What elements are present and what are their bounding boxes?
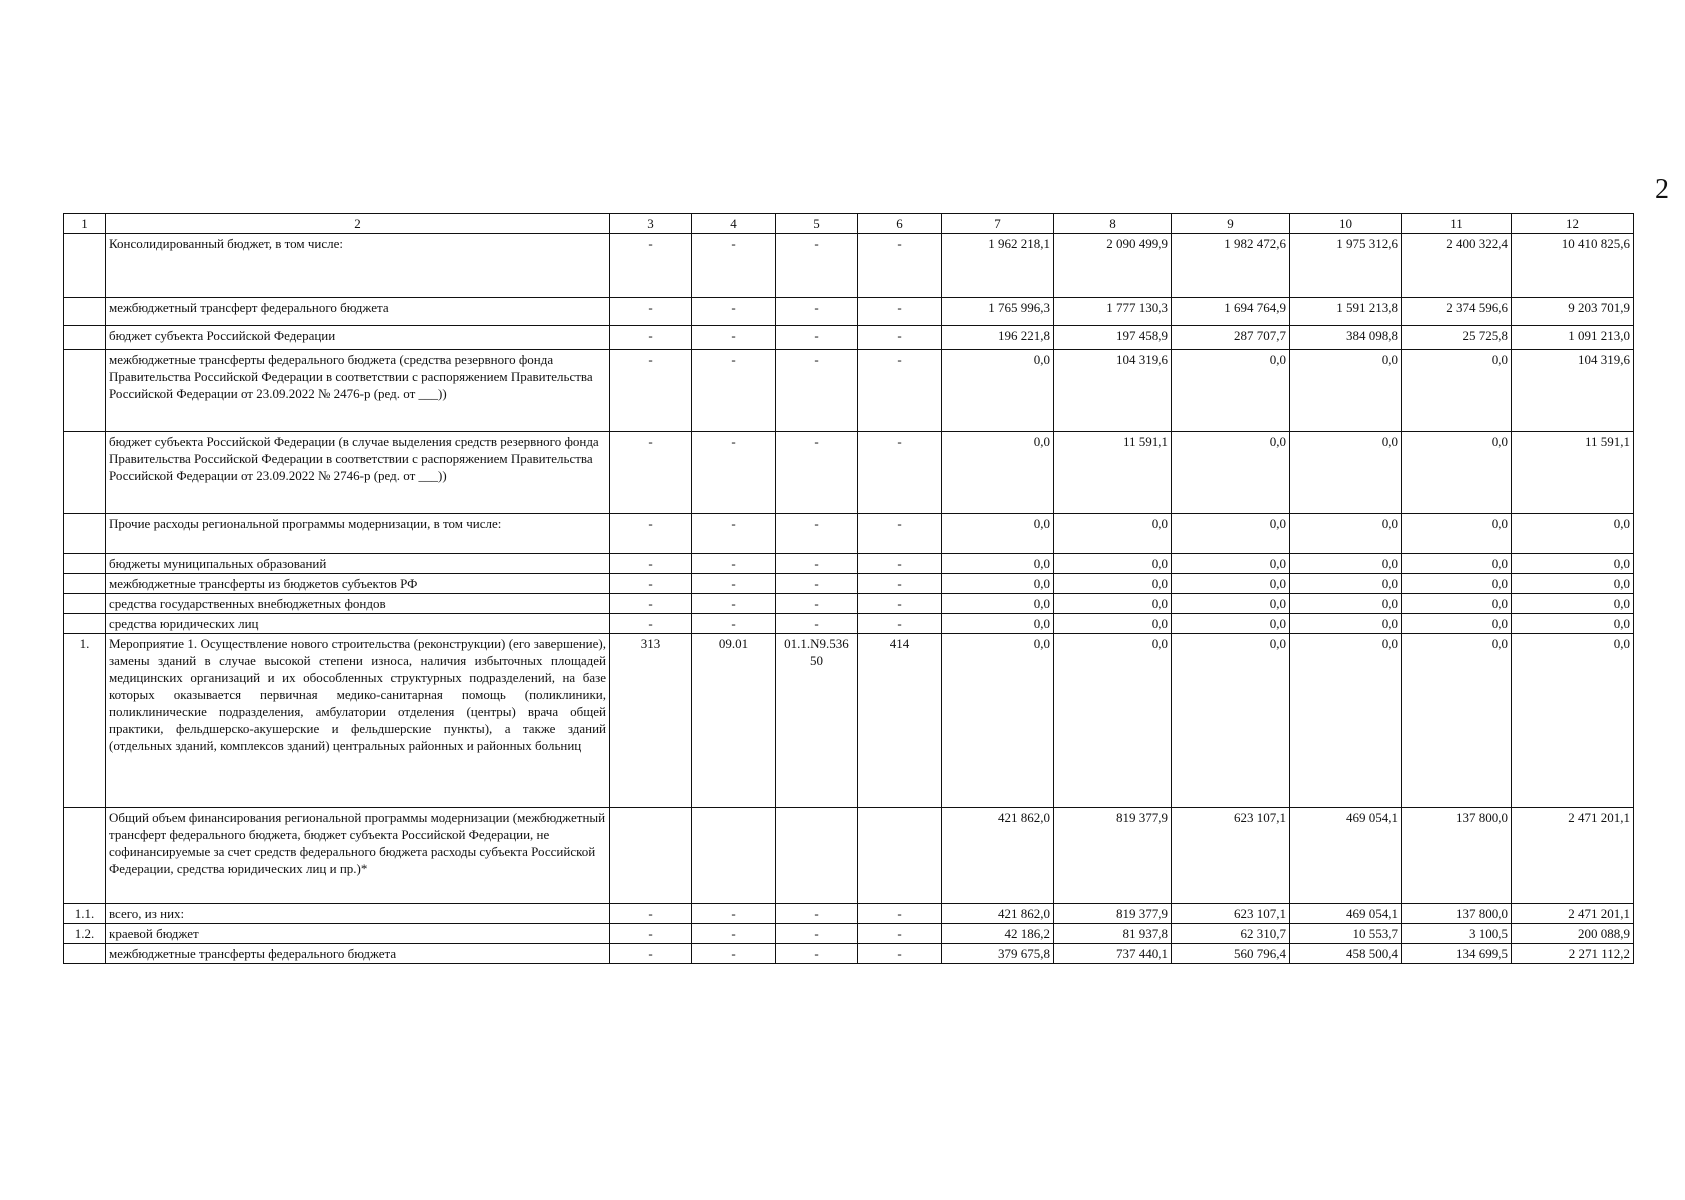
row-name-cell: межбюджетный трансферт федерального бюджета — [106, 298, 610, 326]
table-row — [64, 594, 1634, 614]
code-cell-5: - — [776, 614, 858, 634]
code-cell-3: - — [610, 350, 692, 432]
value-cell-11: 25 725,8 — [1402, 326, 1512, 350]
header-col-8: 8 — [1054, 214, 1172, 234]
header-col-7: 7 — [942, 214, 1054, 234]
code-cell-4: - — [692, 594, 776, 614]
code-cell-4: - — [692, 944, 776, 964]
code-cell-3: - — [610, 944, 692, 964]
row-name-cell: средства юридических лиц — [106, 614, 610, 634]
header-col-12: 12 — [1512, 214, 1634, 234]
value-cell-12: 0,0 — [1512, 594, 1634, 614]
row-number-cell — [64, 554, 106, 574]
row-number-cell — [64, 614, 106, 634]
value-cell-7: 0,0 — [942, 614, 1054, 634]
value-cell-10: 469 054,1 — [1290, 808, 1402, 904]
row-name-cell: бюджеты муниципальных образований — [106, 554, 610, 574]
code-cell-4: - — [692, 350, 776, 432]
code-cell-3: - — [610, 614, 692, 634]
row-name-cell: Консолидированный бюджет, в том числе: — [106, 234, 610, 298]
row-name-cell: Мероприятие 1. Осуществление нового строительства (реконструкции) (его завершение), замены зданий в случае высокой степени износа, наличия избыточных площадей медицинских организаций и их обособленных структурных подразделений, на базе которых оказывается первичная медико-санитарная помощь (поликлиники, поликлинические подразделения, амбулатории отделения (центры) врача общей практики, фельдшерско-акушерские и фельдшерские пункты), а также зданий (отдельных зданий, комплексов зданий) центральных районных и районных больниц — [106, 634, 610, 808]
row-number-cell — [64, 808, 106, 904]
value-cell-12: 0,0 — [1512, 614, 1634, 634]
value-cell-11: 0,0 — [1402, 514, 1512, 554]
header-row — [64, 214, 1634, 234]
code-cell-4: - — [692, 614, 776, 634]
code-cell-6: - — [858, 432, 942, 514]
code-cell-3: 313 — [610, 634, 692, 808]
value-cell-12: 10 410 825,6 — [1512, 234, 1634, 298]
code-cell-5 — [776, 808, 858, 904]
value-cell-12: 2 271 112,2 — [1512, 944, 1634, 964]
code-cell-3: - — [610, 904, 692, 924]
row-number-cell — [64, 594, 106, 614]
value-cell-7: 0,0 — [942, 574, 1054, 594]
value-cell-10: 0,0 — [1290, 574, 1402, 594]
value-cell-8: 0,0 — [1054, 614, 1172, 634]
row-name-cell: межбюджетные трансферты федерального бюджета (средства резервного фонда Правительства Российской Федерации в соответствии с распоряжением Правительства Российской Федерации от 23.09.2022 № 2476-р (ред. от ___)) — [106, 350, 610, 432]
code-cell-3: - — [610, 554, 692, 574]
value-cell-9: 287 707,7 — [1172, 326, 1290, 350]
value-cell-8: 0,0 — [1054, 554, 1172, 574]
value-cell-11: 0,0 — [1402, 350, 1512, 432]
value-cell-8: 0,0 — [1054, 574, 1172, 594]
row-number-cell — [64, 574, 106, 594]
value-cell-12: 1 091 213,0 — [1512, 326, 1634, 350]
value-cell-10: 1 591 213,8 — [1290, 298, 1402, 326]
value-cell-7: 421 862,0 — [942, 904, 1054, 924]
value-cell-8: 819 377,9 — [1054, 808, 1172, 904]
value-cell-10: 0,0 — [1290, 432, 1402, 514]
value-cell-10: 0,0 — [1290, 594, 1402, 614]
value-cell-7: 0,0 — [942, 514, 1054, 554]
row-number-cell — [64, 514, 106, 554]
code-cell-5: - — [776, 514, 858, 554]
value-cell-7: 421 862,0 — [942, 808, 1054, 904]
value-cell-10: 0,0 — [1290, 350, 1402, 432]
row-name-cell: межбюджетные трансферты федерального бюджета — [106, 944, 610, 964]
row-name-cell: краевой бюджет — [106, 924, 610, 944]
value-cell-11: 0,0 — [1402, 432, 1512, 514]
value-cell-9: 0,0 — [1172, 594, 1290, 614]
header-col-11: 11 — [1402, 214, 1512, 234]
value-cell-8: 0,0 — [1054, 514, 1172, 554]
code-cell-3: - — [610, 594, 692, 614]
code-cell-6: 414 — [858, 634, 942, 808]
code-cell-3: - — [610, 432, 692, 514]
header-col-6: 6 — [858, 214, 942, 234]
code-cell-6 — [858, 808, 942, 904]
code-cell-5: - — [776, 350, 858, 432]
value-cell-10: 0,0 — [1290, 554, 1402, 574]
code-cell-6: - — [858, 514, 942, 554]
value-cell-10: 384 098,8 — [1290, 326, 1402, 350]
code-cell-4: - — [692, 432, 776, 514]
code-cell-5: - — [776, 326, 858, 350]
value-cell-7: 196 221,8 — [942, 326, 1054, 350]
table-row — [64, 904, 1634, 924]
value-cell-9: 0,0 — [1172, 554, 1290, 574]
code-cell-6: - — [858, 904, 942, 924]
code-cell-4: - — [692, 904, 776, 924]
value-cell-11: 137 800,0 — [1402, 904, 1512, 924]
table-row — [64, 924, 1634, 944]
value-cell-7: 0,0 — [942, 554, 1054, 574]
row-number-cell — [64, 234, 106, 298]
value-cell-11: 137 800,0 — [1402, 808, 1512, 904]
header-col-2: 2 — [106, 214, 610, 234]
code-cell-4: - — [692, 924, 776, 944]
code-cell-3: - — [610, 298, 692, 326]
code-cell-5: - — [776, 594, 858, 614]
value-cell-9: 0,0 — [1172, 634, 1290, 808]
value-cell-12: 11 591,1 — [1512, 432, 1634, 514]
value-cell-8: 11 591,1 — [1054, 432, 1172, 514]
header-col-10: 10 — [1290, 214, 1402, 234]
code-cell-5: 01.1.N9.536 50 — [776, 634, 858, 808]
value-cell-11: 0,0 — [1402, 634, 1512, 808]
table-row — [64, 514, 1634, 554]
value-cell-10: 1 975 312,6 — [1290, 234, 1402, 298]
value-cell-11: 3 100,5 — [1402, 924, 1512, 944]
value-cell-7: 0,0 — [942, 594, 1054, 614]
value-cell-11: 2 400 322,4 — [1402, 234, 1512, 298]
value-cell-10: 458 500,4 — [1290, 944, 1402, 964]
table-row — [64, 554, 1634, 574]
code-cell-3: - — [610, 234, 692, 298]
value-cell-11: 0,0 — [1402, 594, 1512, 614]
code-cell-6: - — [858, 298, 942, 326]
code-cell-3: - — [610, 574, 692, 594]
value-cell-9: 1 694 764,9 — [1172, 298, 1290, 326]
table-row — [64, 234, 1634, 298]
value-cell-10: 0,0 — [1290, 614, 1402, 634]
row-name-cell: межбюджетные трансферты из бюджетов субъектов РФ — [106, 574, 610, 594]
row-number-cell: 1. — [64, 634, 106, 808]
header-col-5: 5 — [776, 214, 858, 234]
value-cell-11: 0,0 — [1402, 574, 1512, 594]
value-cell-9: 62 310,7 — [1172, 924, 1290, 944]
row-number-cell: 1.1. — [64, 904, 106, 924]
value-cell-9: 0,0 — [1172, 432, 1290, 514]
value-cell-9: 1 982 472,6 — [1172, 234, 1290, 298]
value-cell-7: 42 186,2 — [942, 924, 1054, 944]
value-cell-12: 2 471 201,1 — [1512, 904, 1634, 924]
value-cell-12: 0,0 — [1512, 634, 1634, 808]
page-number: 2 — [1655, 174, 1669, 205]
value-cell-9: 0,0 — [1172, 614, 1290, 634]
table-row — [64, 944, 1634, 964]
value-cell-12: 200 088,9 — [1512, 924, 1634, 944]
code-cell-4: - — [692, 326, 776, 350]
table-row — [64, 326, 1634, 350]
value-cell-12: 104 319,6 — [1512, 350, 1634, 432]
value-cell-9: 560 796,4 — [1172, 944, 1290, 964]
row-name-cell: бюджет субъекта Российской Федерации — [106, 326, 610, 350]
code-cell-4 — [692, 808, 776, 904]
code-cell-4: - — [692, 554, 776, 574]
table-row — [64, 614, 1634, 634]
row-name-cell: всего, из них: — [106, 904, 610, 924]
value-cell-11: 0,0 — [1402, 554, 1512, 574]
code-cell-4: - — [692, 298, 776, 326]
row-number-cell: 1.2. — [64, 924, 106, 944]
code-cell-6: - — [858, 594, 942, 614]
row-number-cell — [64, 944, 106, 964]
value-cell-8: 1 777 130,3 — [1054, 298, 1172, 326]
value-cell-12: 0,0 — [1512, 514, 1634, 554]
value-cell-11: 134 699,5 — [1402, 944, 1512, 964]
value-cell-8: 0,0 — [1054, 634, 1172, 808]
value-cell-8: 104 319,6 — [1054, 350, 1172, 432]
code-cell-6: - — [858, 350, 942, 432]
value-cell-12: 0,0 — [1512, 574, 1634, 594]
value-cell-12: 9 203 701,9 — [1512, 298, 1634, 326]
table-row — [64, 634, 1634, 808]
value-cell-8: 197 458,9 — [1054, 326, 1172, 350]
value-cell-8: 819 377,9 — [1054, 904, 1172, 924]
value-cell-9: 0,0 — [1172, 514, 1290, 554]
row-name-cell: Прочие расходы региональной программы модернизации, в том числе: — [106, 514, 610, 554]
value-cell-8: 2 090 499,9 — [1054, 234, 1172, 298]
code-cell-5: - — [776, 554, 858, 574]
value-cell-12: 2 471 201,1 — [1512, 808, 1634, 904]
value-cell-7: 379 675,8 — [942, 944, 1054, 964]
code-cell-3 — [610, 808, 692, 904]
code-cell-5: - — [776, 924, 858, 944]
value-cell-8: 0,0 — [1054, 594, 1172, 614]
value-cell-9: 0,0 — [1172, 350, 1290, 432]
code-cell-5: - — [776, 432, 858, 514]
value-cell-10: 10 553,7 — [1290, 924, 1402, 944]
code-cell-4: 09.01 — [692, 634, 776, 808]
code-cell-6: - — [858, 326, 942, 350]
table-row — [64, 808, 1634, 904]
code-cell-6: - — [858, 924, 942, 944]
code-cell-3: - — [610, 924, 692, 944]
row-name-cell: средства государственных внебюджетных фондов — [106, 594, 610, 614]
code-cell-4: - — [692, 234, 776, 298]
table-row — [64, 298, 1634, 326]
row-name-cell: бюджет субъекта Российской Федерации (в случае выделения средств резервного фонда Правительства Российской Федерации в соответствии с распоряжением Правительства Российской Федерации от 23.09.2022 № 2746-р (ред. от ___)) — [106, 432, 610, 514]
header-col-3: 3 — [610, 214, 692, 234]
value-cell-9: 0,0 — [1172, 574, 1290, 594]
value-cell-8: 81 937,8 — [1054, 924, 1172, 944]
row-name-cell: Общий объем финансирования региональной программы модернизации (межбюджетный трансферт федерального бюджета, бюджет субъекта Российской Федерации, не софинансируемые за счет средств федерального бюджета расходы субъекта Российской Федерации, средства юридических лиц и пр.)* — [106, 808, 610, 904]
value-cell-12: 0,0 — [1512, 554, 1634, 574]
value-cell-7: 0,0 — [942, 634, 1054, 808]
value-cell-7: 1 765 996,3 — [942, 298, 1054, 326]
code-cell-6: - — [858, 614, 942, 634]
value-cell-8: 737 440,1 — [1054, 944, 1172, 964]
table-row — [64, 350, 1634, 432]
row-number-cell — [64, 350, 106, 432]
code-cell-5: - — [776, 298, 858, 326]
table-row — [64, 574, 1634, 594]
code-cell-5: - — [776, 574, 858, 594]
code-cell-5: - — [776, 234, 858, 298]
header-col-4: 4 — [692, 214, 776, 234]
code-cell-6: - — [858, 234, 942, 298]
value-cell-11: 0,0 — [1402, 614, 1512, 634]
header-col-9: 9 — [1172, 214, 1290, 234]
value-cell-10: 469 054,1 — [1290, 904, 1402, 924]
value-cell-7: 0,0 — [942, 350, 1054, 432]
header-col-1: 1 — [64, 214, 106, 234]
code-cell-6: - — [858, 944, 942, 964]
value-cell-7: 0,0 — [942, 432, 1054, 514]
code-cell-6: - — [858, 554, 942, 574]
table-row — [64, 432, 1634, 514]
code-cell-4: - — [692, 514, 776, 554]
row-number-cell — [64, 326, 106, 350]
value-cell-9: 623 107,1 — [1172, 904, 1290, 924]
value-cell-10: 0,0 — [1290, 514, 1402, 554]
row-number-cell — [64, 298, 106, 326]
code-cell-3: - — [610, 326, 692, 350]
value-cell-7: 1 962 218,1 — [942, 234, 1054, 298]
value-cell-9: 623 107,1 — [1172, 808, 1290, 904]
code-cell-5: - — [776, 944, 858, 964]
value-cell-11: 2 374 596,6 — [1402, 298, 1512, 326]
code-cell-4: - — [692, 574, 776, 594]
code-cell-5: - — [776, 904, 858, 924]
code-cell-3: - — [610, 514, 692, 554]
value-cell-10: 0,0 — [1290, 634, 1402, 808]
budget-table — [63, 213, 1634, 964]
code-cell-6: - — [858, 574, 942, 594]
row-number-cell — [64, 432, 106, 514]
